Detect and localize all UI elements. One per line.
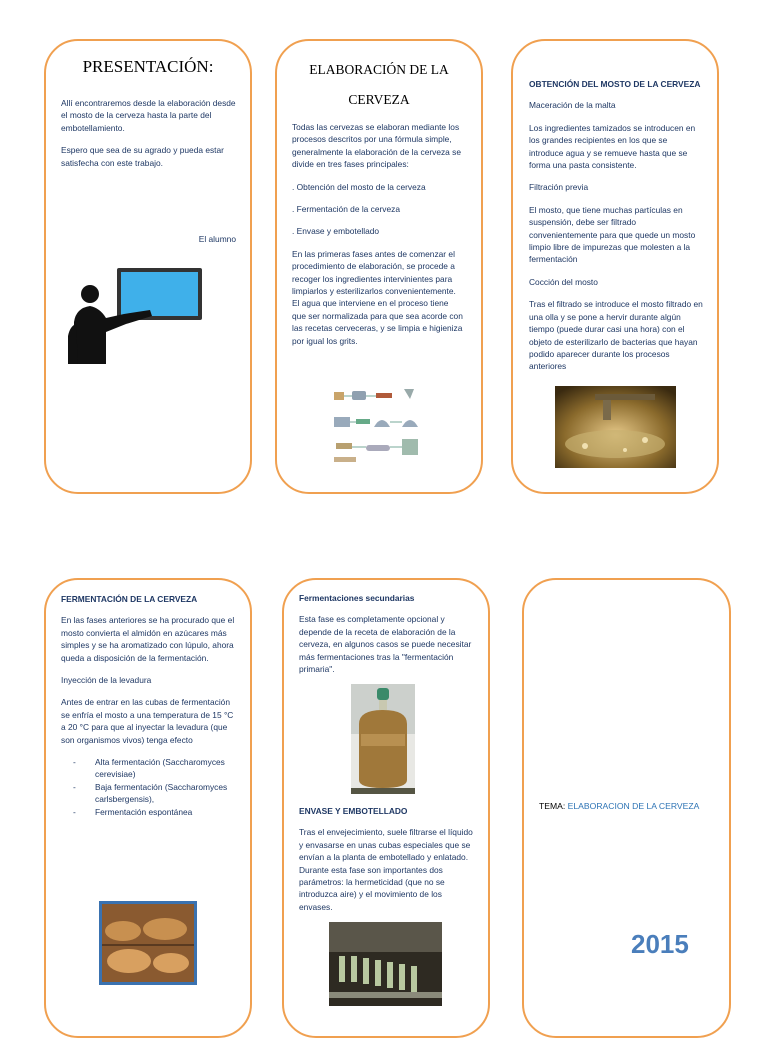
- presentacion-para2: Espero que sea de su agrado y pueda estar satisfecha con este trabajo.: [61, 145, 224, 168]
- fermentacion-intro: En las fases anteriores se ha procurado que el mosto convierta el almidón en azúcares más simples y se ha aromatizado con lúpulo, ahora queda a disposición de la fermentación.: [61, 615, 235, 663]
- fermentation-tanks-photo: [99, 901, 197, 985]
- tema-line: [539, 800, 729, 812]
- fermentation-jug-photo: [351, 684, 415, 794]
- presentacion-text: [61, 97, 237, 179]
- phase-2: . Fermentación de la cerveza: [292, 204, 400, 215]
- secundarias-heading: Fermentaciones secundarias: [299, 593, 415, 603]
- fermentation-types-list: [61, 756, 236, 818]
- phase-1: . Obtención del mosto de la cerveza: [292, 181, 426, 192]
- elaboracion-text: [292, 121, 464, 357]
- fermentacion-text: [61, 593, 236, 818]
- signature: El alumno: [198, 234, 236, 244]
- coccion-text: Tras el filtrado se introduce el mosto filtrado en una olla y se pone a hervir durante algún tiempo (puede durar casi una hora) con el objeto de esterilizarlo de bacterias que hayan podido aparecer durante los procesos anteriores: [529, 299, 703, 372]
- envase-heading: ENVASE Y EMBOTELLADO: [299, 806, 408, 816]
- list-item: - Baja fermentación (Saccharomyces carlsbergensis),: [61, 781, 236, 806]
- phase-3: . Envase y embotellado: [292, 226, 380, 237]
- mosto-text: [529, 78, 704, 383]
- fermentacion-heading: FERMENTACIÓN DE LA CERVEZA: [61, 594, 198, 604]
- boiling-wort-photo: [555, 386, 676, 468]
- brewing-process-diagram: [330, 387, 422, 467]
- year-label: 2015: [631, 929, 689, 959]
- tema-value: ELABORACION DE LA CERVEZA: [567, 801, 700, 811]
- mosto-heading: OBTENCIÓN DEL MOSTO DE LA CERVEZA: [529, 79, 701, 89]
- presenter-head: [81, 285, 99, 303]
- presenter-body: [74, 306, 152, 364]
- elaboracion-body: En las primeras fases antes de comenzar el procedimiento de elaboración, se procede a recoger los ingredientes intervinientes para limpiarlos y esterilizarlos convenientemente. El agua que interviene en el proceso tiene que ser normalizada para que sea acorde con las recetas cerveceras, y se limpia e higieniza por igual los grits.: [292, 248, 463, 346]
- envase-text-body: Tras el envejecimiento, suele filtrarse el líquido y envasarse en unas cubas especiales que se envían a la planta de embotellado y enlatado. Durante esta fase son importantes dos parámetros: la hermeticidad (que no se introduzca aire) y el movimiento de los envases.: [299, 827, 473, 912]
- secundarias-text-body: Esta fase es completamente opcional y depende de la receta de elaboración de la cerveza, en algunos casos se puede necesitar más fermentaciones tras la "fermentación primaria".: [299, 614, 472, 675]
- screen-display: [121, 272, 198, 316]
- filtracion-heading: Filtración previa: [529, 182, 589, 193]
- bottling-line-photo: [329, 922, 442, 1006]
- elaboracion-title-line1: ELABORACIÓN DE LA: [309, 62, 449, 77]
- elaboracion-title: [275, 55, 483, 115]
- inyeccion-heading: Inyección de la levadura: [61, 675, 152, 686]
- inyeccion-text: Antes de entrar en las cubas de fermentación se enfría el mosto a una temperatura de 15 °C a 20 °C para que al inyectar la levadura (que son organismos vivos) tenga efecto: [61, 697, 234, 745]
- secundarias-text: [299, 592, 474, 685]
- tema-label: TEMA:: [539, 801, 566, 811]
- presenter-illustration: [66, 266, 206, 368]
- presentacion-para1: Allí encontraremos desde la elaboración desde el mosto de la cerveza hasta la parte del embotellamiento.: [61, 98, 236, 133]
- elaboracion-title-line2: CERVEZA: [348, 92, 410, 107]
- filtracion-text: El mosto, que tiene muchas partículas en suspensión, debe ser filtrado convenientemente para que quede un mosto limpio libre de impurezas que molesten a la fermentación: [529, 204, 696, 265]
- elaboracion-intro: Todas las cervezas se elaboran mediante los procesos descritos por una fórmula simple, generalmente la elaboración de la cerveza se divide en tres fases principales:: [292, 122, 462, 170]
- maceracion-text: Los ingredientes tamizados se introducen en los grandes recipientes en los que se introduce agua y se remueve hasta que se forma una pasta consistente.: [529, 122, 696, 171]
- list-item: - Fermentación espontánea: [61, 806, 236, 818]
- coccion-heading: Cocción del mosto: [529, 276, 598, 287]
- list-item: - Alta fermentación (Saccharomyces cerevisiae): [61, 756, 236, 781]
- envase-text: [299, 805, 475, 923]
- maceracion-heading: Maceración de la malta: [529, 100, 616, 111]
- presentacion-title: PRESENTACIÓN:: [82, 57, 214, 76]
